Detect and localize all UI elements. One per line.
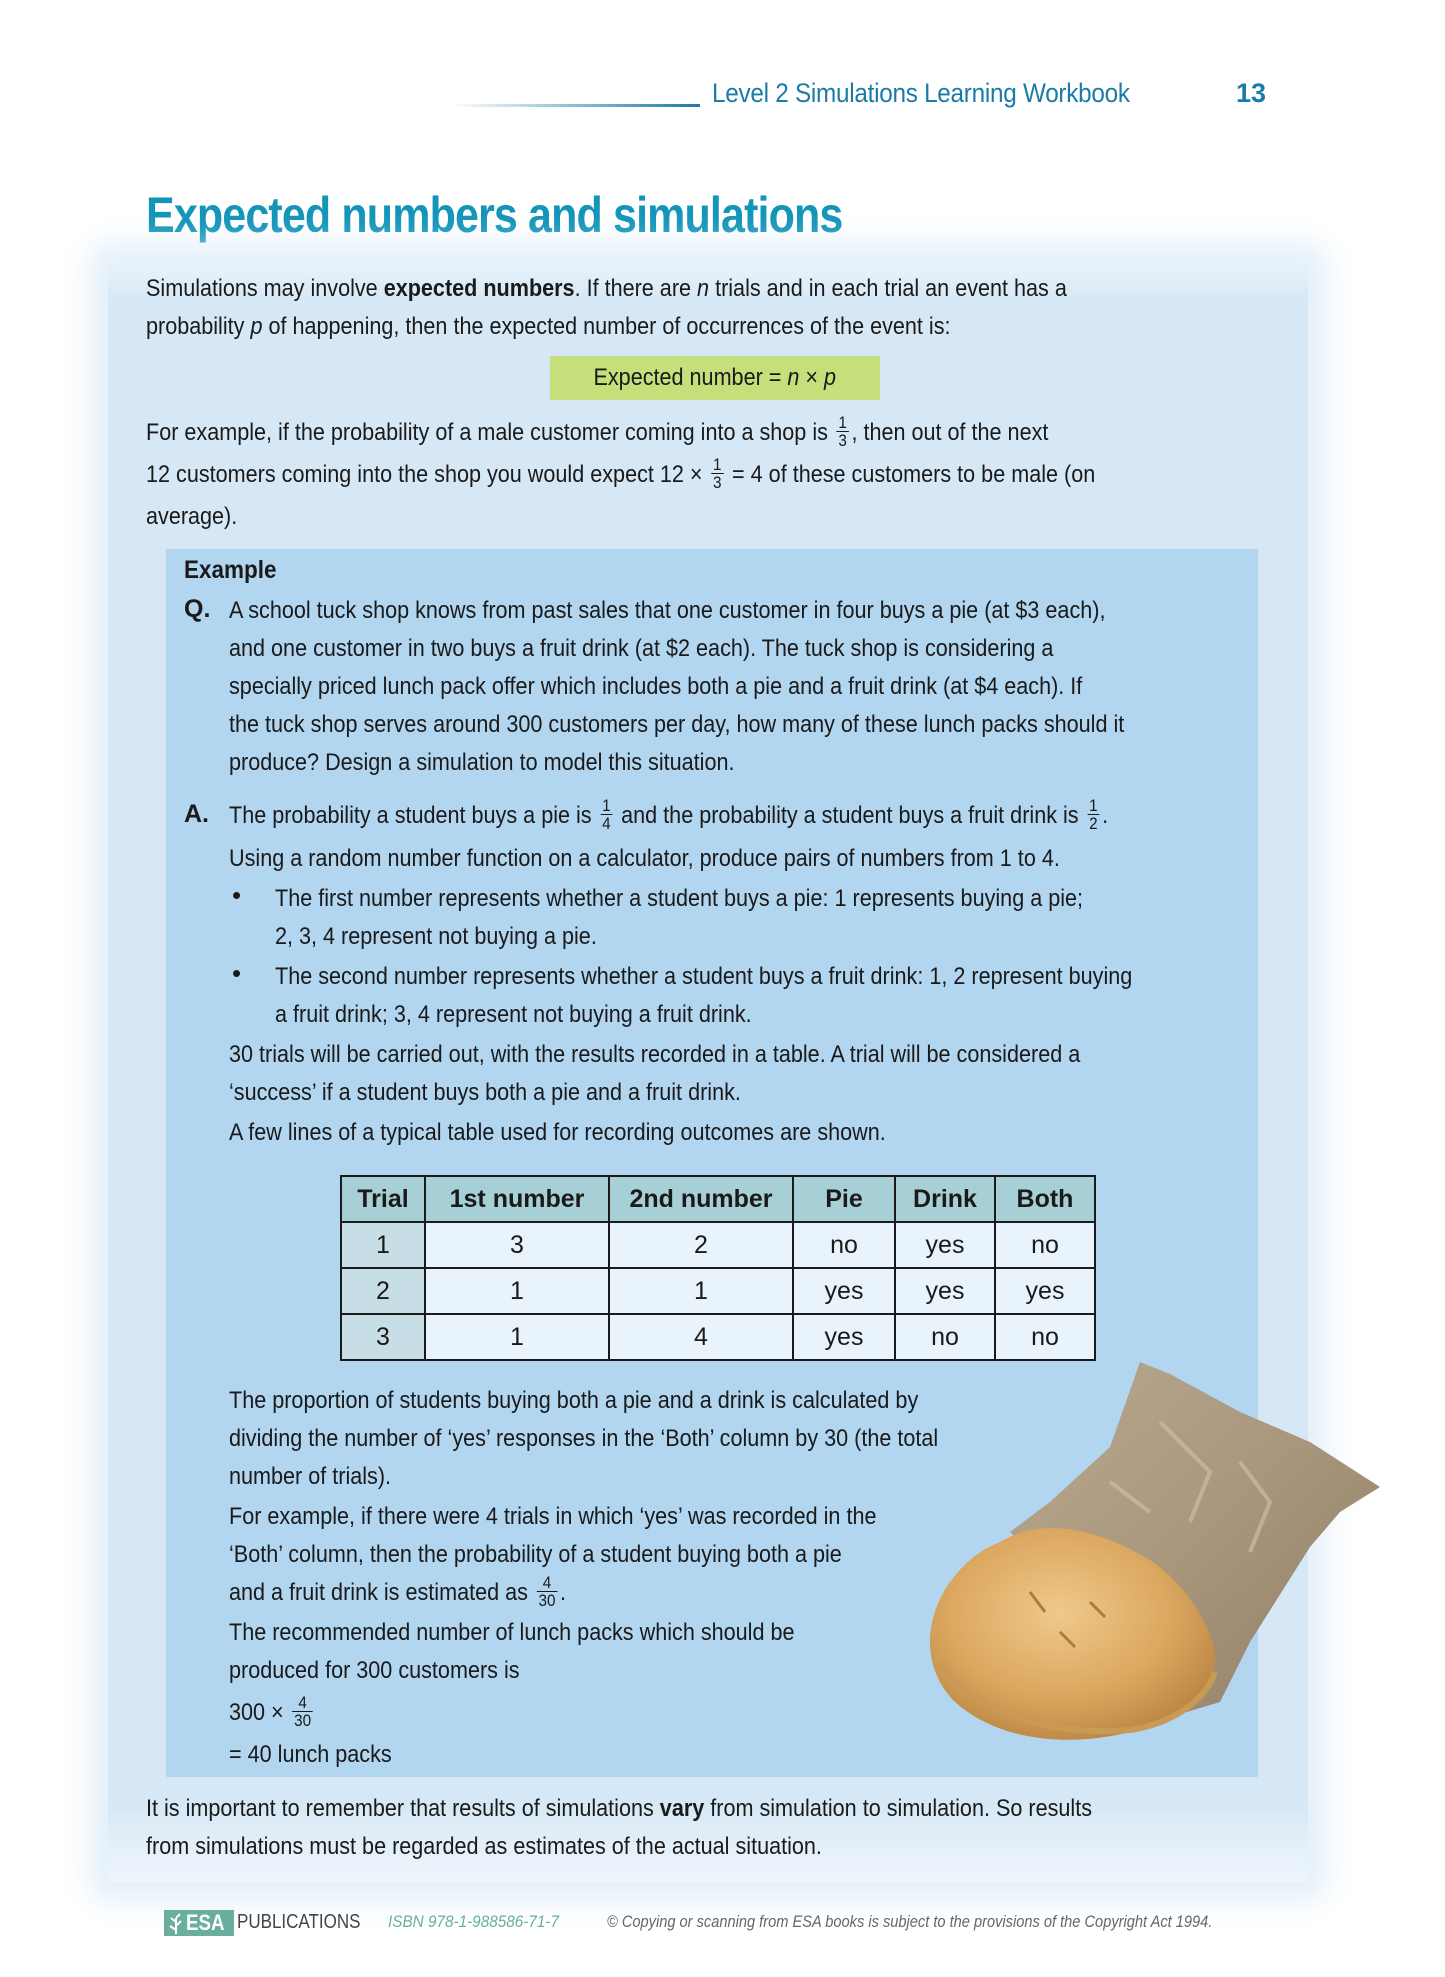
leaf-icon	[167, 1912, 185, 1934]
question-line: specially priced lunch pack offer which includes both a pie and a fruit drink (at $4 each). If	[229, 673, 1083, 700]
example-heading: Example	[184, 556, 277, 584]
answer-line-1: The probability a student buys a pie is $\frac{1}{4}$ and the probability a student buys a fruit drink is $\frac{1}{2}$ .	[229, 796, 1109, 834]
cell-both: no	[995, 1314, 1095, 1360]
estimate-line: For example, if there were 4 trials in which ‘yes’ was recorded in the	[229, 1503, 877, 1530]
recommendation-line: produced for 300 customers is	[229, 1657, 520, 1684]
publisher-name: PUBLICATIONS	[237, 1911, 361, 1933]
table-row	[341, 1222, 1095, 1268]
copyright-notice: © Copying or scanning from ESA books is subject to the provisions of the Copyright Act 1994.	[607, 1912, 1213, 1931]
column-header: 2nd number	[609, 1176, 793, 1222]
cell-pie: yes	[793, 1314, 895, 1360]
bullet-text: 2, 3, 4 represent not buying a pie.	[275, 923, 597, 950]
column-header: Trial	[341, 1176, 425, 1222]
intro-example-line-1: For example, if the probability of a male customer coming into a shop is $\frac{1}{3}$ , then out of the next	[146, 413, 1049, 451]
intro-line-1: Simulations may involve expected numbers. If there are n trials and in each trial an event has a	[146, 275, 1067, 302]
question-label: Q.	[184, 595, 211, 623]
cell-both: no	[995, 1222, 1095, 1268]
result-line: = 40 lunch packs	[229, 1741, 392, 1768]
proportion-line: dividing the number of ‘yes’ responses in the ‘Both’ column by 30 (the total	[229, 1425, 939, 1452]
fraction-one-half: $\frac{1}{2}$	[1089, 796, 1098, 834]
cell-both: yes	[995, 1268, 1095, 1314]
cell-pie: yes	[793, 1268, 895, 1314]
page-number: 13	[1235, 78, 1266, 108]
trials-line: ‘success’ if a student buys both a pie and a fruit drink.	[229, 1079, 741, 1106]
page-title: Expected numbers and simulations	[146, 187, 843, 243]
estimate-line: and a fruit drink is estimated as $\frac{4}{30}$ .	[229, 1573, 566, 1611]
bullet-icon: •	[232, 958, 242, 988]
table-row	[341, 1268, 1095, 1314]
fraction-one-quarter: $\frac{1}{4}$	[602, 796, 611, 834]
calculation-line: 300 × $\frac{4}{30}$	[229, 1693, 312, 1731]
cell-trial: 2	[341, 1268, 425, 1314]
fraction-one-third: $\frac{1}{3}$	[713, 455, 722, 493]
question-line: A school tuck shop knows from past sales that one customer in four buys a pie (at $3 each),	[229, 597, 1106, 624]
trials-line: 30 trials will be carried out, with the results recorded in a table. A trial will be considered a	[229, 1041, 1081, 1068]
question-line: the tuck shop serves around 300 customers per day, how many of these lunch packs should it	[229, 711, 1125, 738]
cell-drink: yes	[895, 1268, 995, 1314]
cell-first-number: 1	[425, 1314, 609, 1360]
answer-label: A.	[184, 800, 209, 828]
running-header	[450, 78, 1280, 118]
recommendation-line: The recommended number of lunch packs which should be	[229, 1619, 795, 1646]
footer	[164, 1908, 1304, 1938]
fraction-one-third: $\frac{1}{3}$	[838, 413, 847, 451]
cell-trial: 3	[341, 1314, 425, 1360]
column-header: Pie	[793, 1176, 895, 1222]
bullet-text: The first number represents whether a student buys a pie: 1 represents buying a pie;	[275, 885, 1084, 912]
estimate-line: ‘Both’ column, then the probability of a student buying both a pie	[229, 1541, 842, 1568]
question-line: produce? Design a simulation to model this situation.	[229, 749, 735, 776]
bullet-text: a fruit drink; 3, 4 represent not buying a fruit drink.	[275, 1001, 752, 1028]
question-line: and one customer in two buys a fruit drink (at $2 each). The tuck shop is considering a	[229, 635, 1054, 662]
bullet-icon: •	[232, 880, 242, 910]
bullet-text: The second number represents whether a student buys a fruit drink: 1, 2 represent buying	[275, 963, 1133, 990]
cell-drink: no	[895, 1314, 995, 1360]
column-header: Both	[995, 1176, 1095, 1222]
intro-line-2: probability p of happening, then the expected number of occurrences of the event is:	[146, 313, 951, 340]
cell-pie: no	[793, 1222, 895, 1268]
expected-number-formula: Expected number = n × p	[550, 356, 880, 400]
keyword-vary: vary	[659, 1795, 705, 1822]
cell-second-number: 1	[609, 1268, 793, 1314]
fraction-four-thirtieths: $\frac{4}{30}$	[294, 1693, 312, 1731]
closing-line-1: It is important to remember that results of simulations vary from simulation to simulation. So results	[146, 1795, 1092, 1822]
logo-text: ESA	[186, 1910, 225, 1935]
fraction-four-thirtieths: $\frac{4}{30}$	[538, 1573, 556, 1611]
table-header-row	[341, 1176, 1095, 1222]
proportion-line: number of trials).	[229, 1463, 392, 1490]
esa-logo	[164, 1910, 234, 1936]
keyword-expected-numbers: expected numbers	[383, 275, 575, 302]
proportion-line: The proportion of students buying both a pie and a drink is calculated by	[229, 1387, 919, 1414]
cell-second-number: 2	[609, 1222, 793, 1268]
closing-line-2: from simulations must be regarded as estimates of the actual situation.	[146, 1833, 822, 1860]
cell-drink: yes	[895, 1222, 995, 1268]
header-rule	[450, 104, 700, 107]
column-header: 1st number	[425, 1176, 609, 1222]
cell-first-number: 3	[425, 1222, 609, 1268]
pie-in-bag-image	[910, 1362, 1410, 1822]
table-intro: A few lines of a typical table used for recording outcomes are shown.	[229, 1119, 886, 1146]
cell-second-number: 4	[609, 1314, 793, 1360]
answer-line-2: Using a random number function on a calculator, produce pairs of numbers from 1 to 4.	[229, 845, 1060, 872]
column-header: Drink	[895, 1176, 995, 1222]
running-title: Level 2 Simulations Learning Workbook	[712, 78, 1130, 108]
isbn: ISBN 978-1-988586-71-7	[388, 1912, 559, 1931]
cell-trial: 1	[341, 1222, 425, 1268]
results-table	[340, 1175, 1096, 1361]
cell-first-number: 1	[425, 1268, 609, 1314]
intro-example-line-3: average).	[146, 503, 238, 530]
table-row	[341, 1314, 1095, 1360]
intro-example-line-2: 12 customers coming into the shop you would expect 12 × $\frac{1}{3}$ = 4 of these customers to be male (on	[146, 455, 1096, 493]
